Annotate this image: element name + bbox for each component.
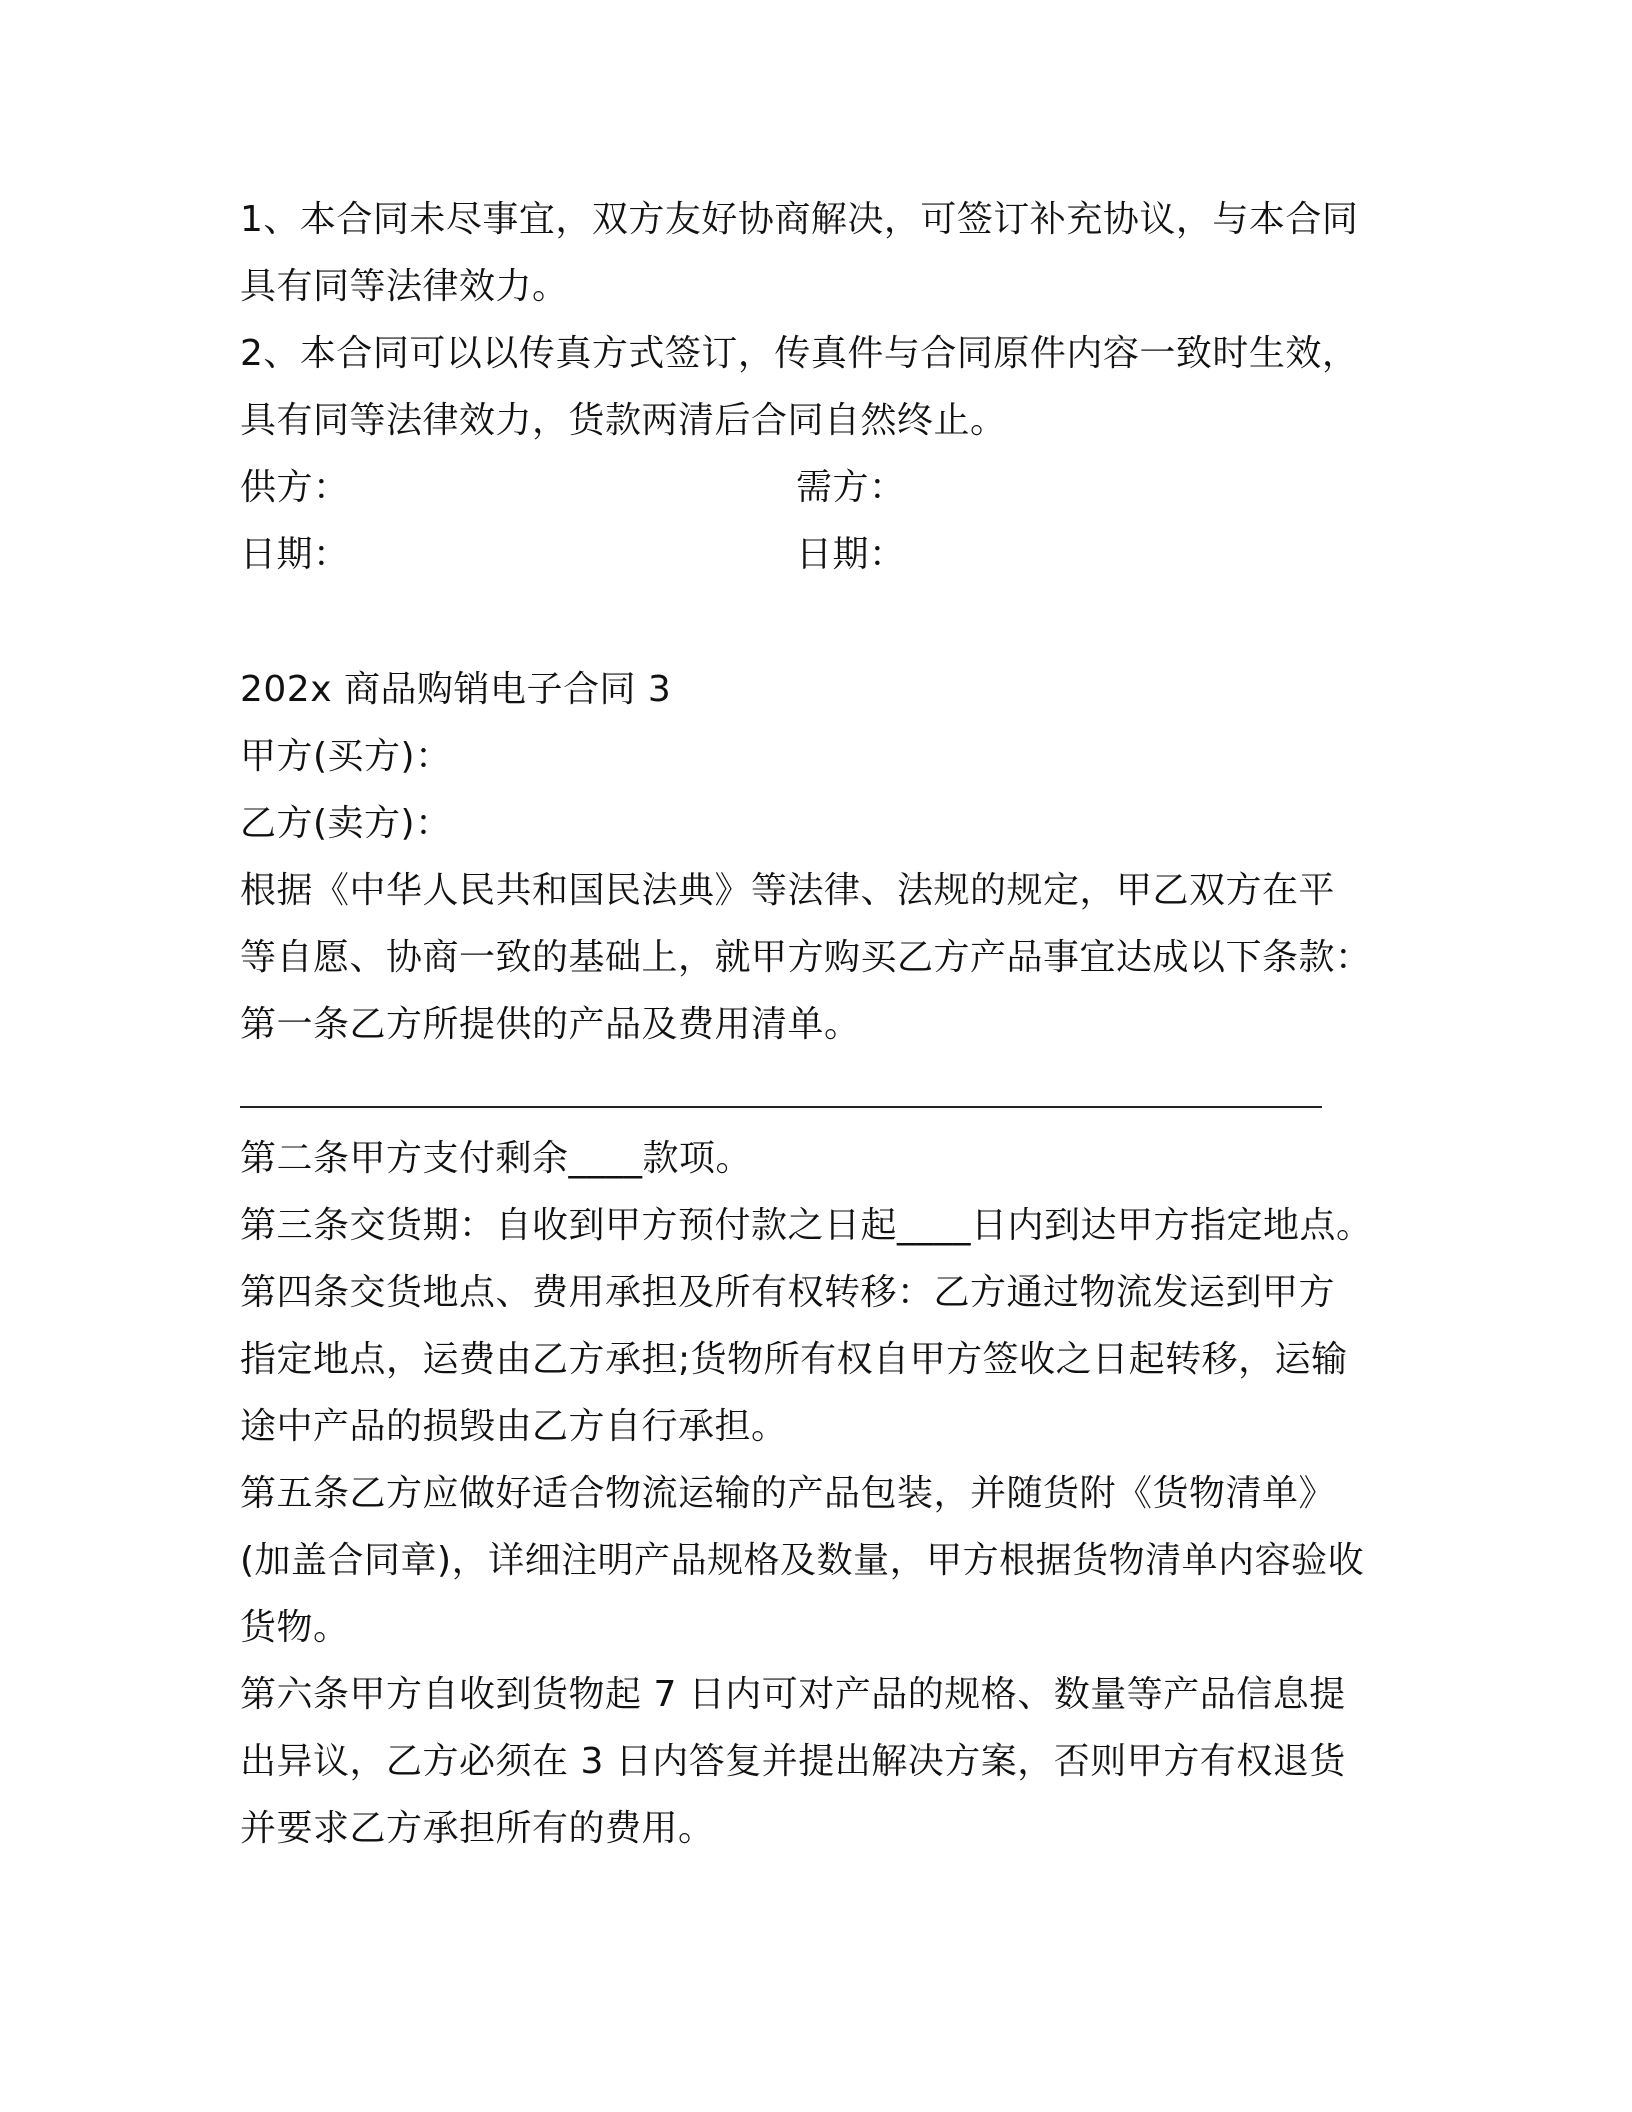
article-5-line-3: 货物。 — [240, 1607, 350, 1648]
clause-1-line-1: 1、本合同未尽事宜，双方友好协商解决，可签订补充协议，与本合同 — [240, 199, 1359, 240]
document-body — [240, 186, 1400, 1862]
contract-title: 202x 商品购销电子合同 3 — [240, 669, 672, 710]
signature-row-parties — [240, 454, 1400, 521]
party-b-label: 乙方(卖方)： — [240, 803, 452, 844]
preamble-line-2: 等自愿、协商一致的基础上，就甲方购买乙方产品事宜达成以下条款： — [240, 937, 1372, 978]
clause-2-line-1: 2、本合同可以以传真方式签订，传真件与合同原件内容一致时生效， — [240, 333, 1359, 374]
article-6-line-3: 并要求乙方承担所有的费用。 — [240, 1808, 715, 1849]
article-6-line-1: 第六条甲方自收到货物起 7 日内可对产品的规格、数量等产品信息提 — [240, 1674, 1346, 1715]
supplier-label: 供方： — [240, 467, 350, 508]
article-2: 第二条甲方支付剩余____款项。 — [240, 1138, 753, 1179]
blank-fill-line — [240, 1058, 1400, 1125]
clause-1-line-2: 具有同等法律效力。 — [240, 266, 569, 307]
signature-row-dates — [240, 521, 1400, 588]
article-4-line-2: 指定地点，运费由乙方承担;货物所有权自甲方签收之日起转移，运输 — [240, 1339, 1348, 1380]
buyer-label: 需方： — [796, 467, 906, 508]
clause-2-line-2: 具有同等法律效力，货款两清后合同自然终止。 — [240, 400, 1007, 441]
article-1: 第一条乙方所提供的产品及费用清单。 — [240, 1004, 861, 1045]
article-4-line-3: 途中产品的损毁由乙方自行承担。 — [240, 1406, 788, 1447]
section-spacer — [240, 588, 1400, 656]
article-3: 第三条交货期：自收到甲方预付款之日起____日内到达甲方指定地点。 — [240, 1205, 1373, 1246]
article-5-line-1: 第五条乙方应做好适合物流运输的产品包装，并随货附《货物清单》 — [240, 1473, 1336, 1514]
date-label-right: 日期： — [796, 534, 906, 575]
article-6-line-2: 出异议，乙方必须在 3 日内答复并提出解决方案，否则甲方有权退货 — [240, 1741, 1346, 1782]
article-5-line-2: (加盖合同章)，详细注明产品规格及数量，甲方根据货物清单内容验收 — [240, 1540, 1365, 1581]
date-label-left: 日期： — [240, 534, 350, 575]
article-4-line-1: 第四条交货地点、费用承担及所有权转移：乙方通过物流发运到甲方 — [240, 1272, 1336, 1313]
party-a-label: 甲方(买方)： — [240, 736, 452, 777]
preamble-line-1: 根据《中华人民共和国民法典》等法律、法规的规定，甲乙双方在平 — [240, 870, 1336, 911]
